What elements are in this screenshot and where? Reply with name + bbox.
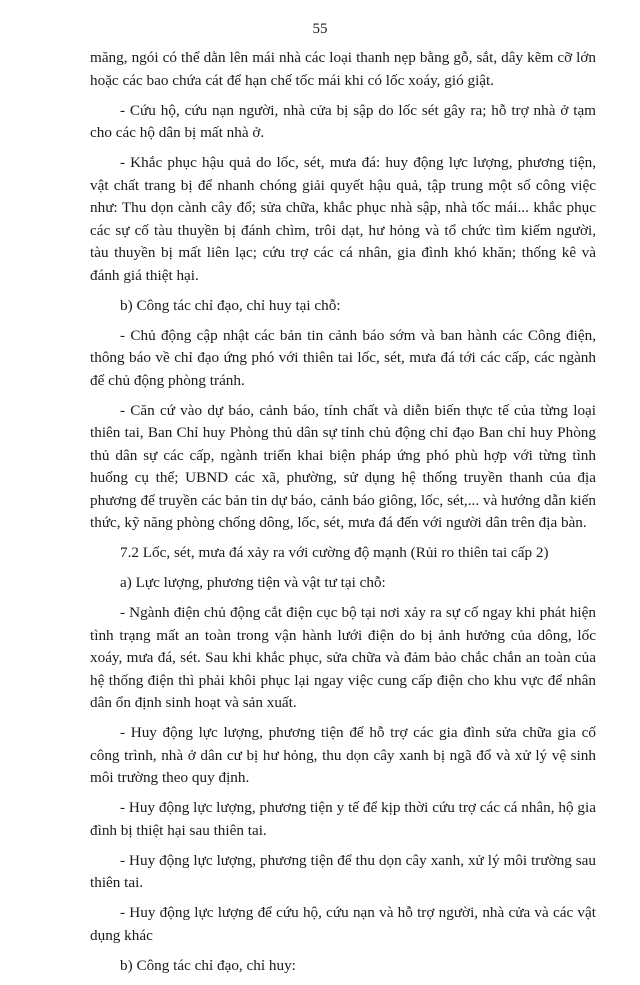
page-number: 55 [312,21,328,37]
section-heading: b) Công tác chỉ đạo, chỉ huy: [120,956,296,974]
paragraph: - Khắc phục hậu quả do lốc, sét, mưa đá: huy động lực lượng, phương tiện, vật chất trang bị để nhanh chóng giải quyết hậu quả, tập trung một số công việc như: Thu dọn cành cây đổ; sửa chữa, khắc phục nhà sập, nhà tốc mái... khắc phục các sự cố tàu thuyền bị đánh chìm, trôi dạt, hư hỏng và tổ chức tìm kiếm người, tàu thuyền bị mất liên lạc; cứu trợ các cá nhân, gia đình khó khăn; thống kê và đánh giá thiệt hại. [90,154,596,284]
paragraph: - Ngành điện chủ động cắt điện cục bộ tại nơi xảy ra sự cố ngay khi phát hiện tình trạng mất an toàn trong vận hành lưới điện do bị ảnh hưởng của dông, lốc xoáy, mưa đá, sét. Sau khi khắc phục, sửa chữa và đảm bảo chắc chắn an toàn của hệ thống điện thì phải khôi phục lại ngay việc cung cấp điện cho khu vực để nhân dân ổn định sinh hoạt và sản xuất. [90,604,596,711]
paragraph: - Huy động lực lượng, phương tiện để thu dọn cây xanh, xử lý môi trường sau thiên tai. [90,851,596,891]
paragraph: măng, ngói có thể dằn lên mái nhà các loại thanh nẹp bằng gỗ, sắt, dây kẽm cỡ lớn hoặc các bao chứa cát để hạn chế tốc mái khi có lốc xoáy, gió giật. [90,49,596,89]
section-heading: 7.2 Lốc, sét, mưa đá xảy ra với cường độ mạnh (Rủi ro thiên tai cấp 2) [120,544,549,561]
paragraph: - Huy động lực lượng để cứu hộ, cứu nạn và hỗ trợ người, nhà cửa và các vật dụng khác [90,904,596,944]
paragraph: - Cứu hộ, cứu nạn người, nhà cửa bị sập do lốc sét gây ra; hỗ trợ nhà ở tạm cho các hộ dân bị mất nhà ở. [90,101,596,141]
paragraph: - Căn cứ vào dự báo, cảnh báo, tính chất và diễn biến thực tế của từng loại thiên tai, Ban Chỉ huy Phòng thủ dân sự tỉnh chủ động chỉ đạo Ban chỉ huy Phòng thủ dân sự các cấp, ngành triển khai biện pháp ứng phó phù hợp với từng tình huống cụ thể; UBND các xã, phường, sử dụng hệ thống truyền thanh của địa phương để truyền các bản tin dự báo, cảnh báo giông, lốc, sét,... và hướng dẫn kiến thức, kỹ năng phòng chống dông, lốc, sét, mưa đá đến với người dân trên địa bàn. [90,401,596,531]
section-heading: a) Lực lượng, phương tiện và vật tư tại chỗ: [120,574,386,591]
section-heading: b) Công tác chỉ đạo, chỉ huy tại chỗ: [120,296,341,314]
paragraph: - Huy động lực lượng, phương tiện y tế để kịp thời cứu trợ các cá nhân, hộ gia đình bị thiệt hại sau thiên tai. [90,799,596,839]
document-body [90,47,596,985]
paragraph: - Chủ động cập nhật các bản tin cảnh báo sớm và ban hành các Công điện, thông báo về chỉ đạo ứng phó với thiên tai lốc, sét, mưa đá tới các cấp, các ngành để chủ động phòng tránh. [90,326,596,389]
paragraph: - Huy động lực lượng, phương tiện để hỗ trợ các gia đình sửa chữa gia cố công trình, nhà ở dân cư bị hư hỏng, thu dọn cây xanh bị ngã đổ và xử lý vệ sinh môi trường theo quy định. [90,724,596,786]
